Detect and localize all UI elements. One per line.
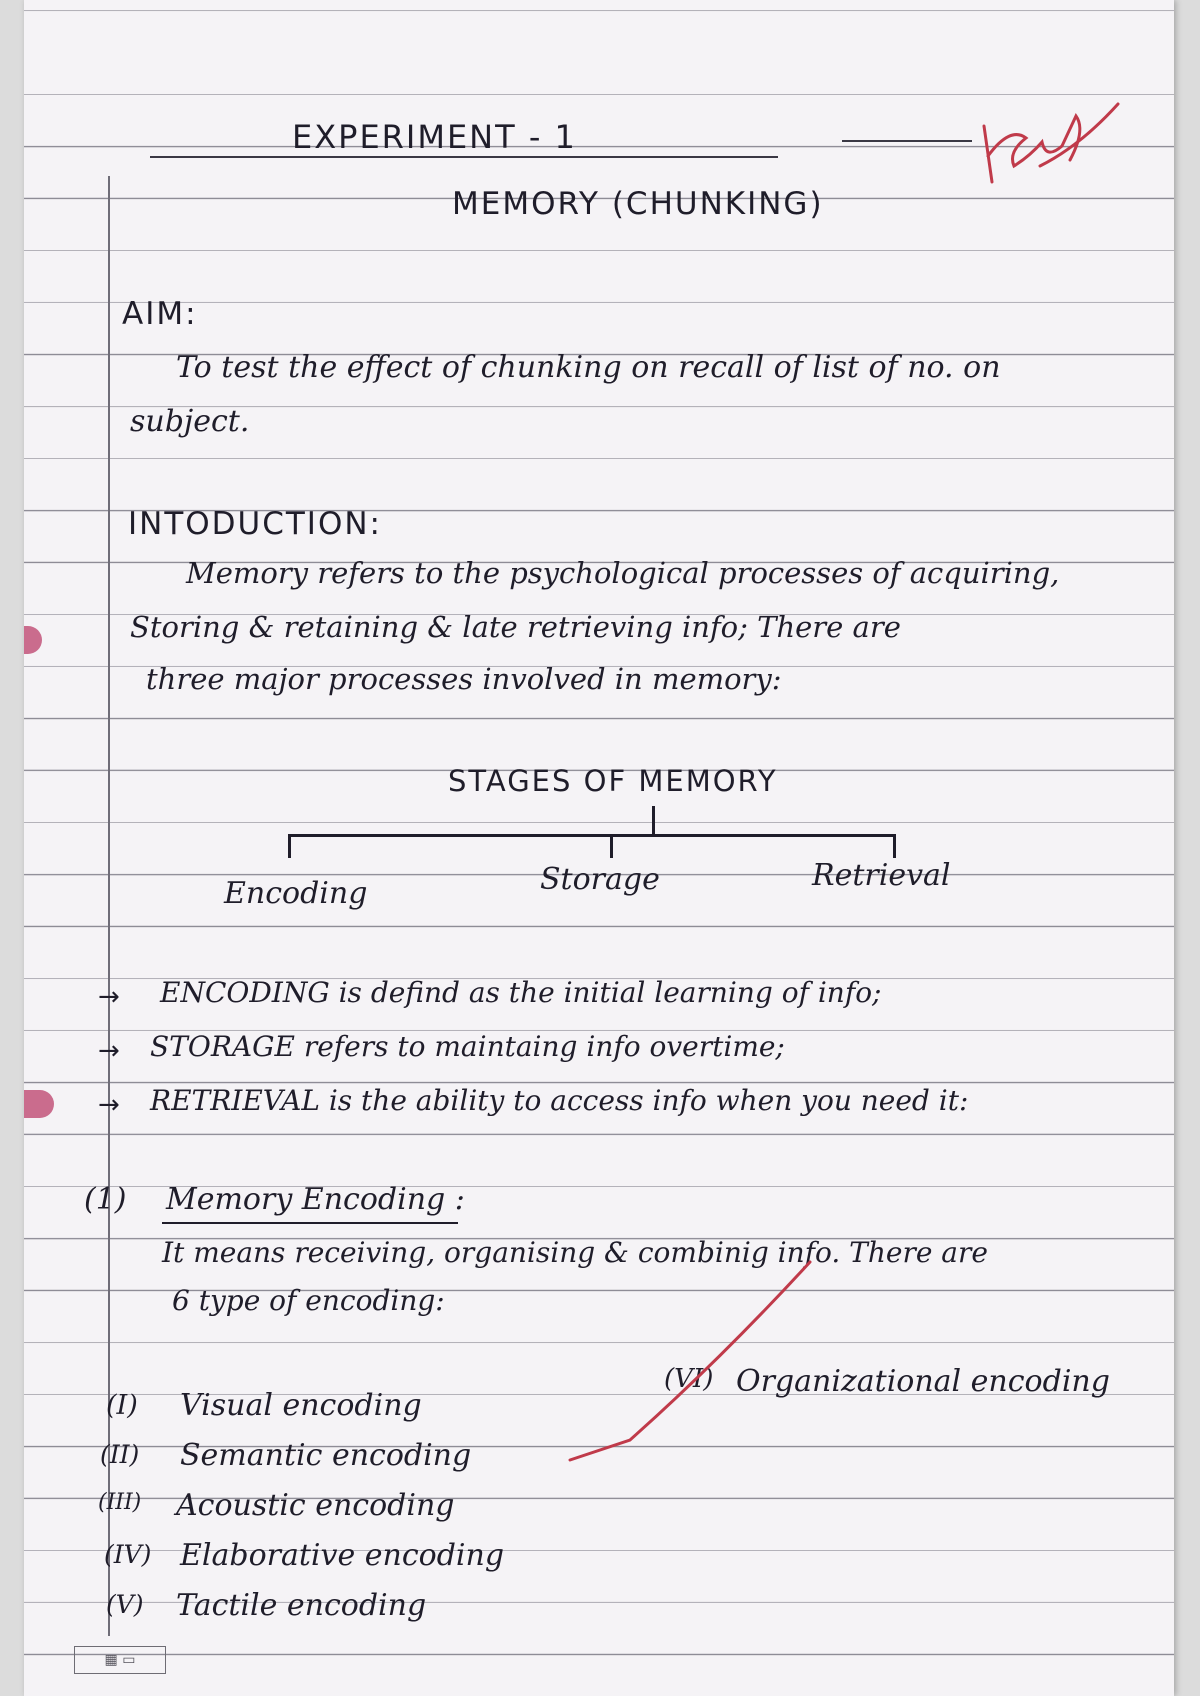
tree-leg-left [288, 834, 291, 858]
title-underline-short [842, 140, 972, 142]
stage-encoding: Encoding [224, 876, 368, 911]
stages-title: STAGES OF MEMORY [448, 764, 778, 798]
aim-text-line-1: To test the effect of chunking on recall of list of no. on [176, 350, 1001, 385]
introduction-heading: INTODUCTION: [128, 506, 382, 542]
stage-storage: Storage [540, 862, 660, 897]
list-number: (VI) [664, 1364, 714, 1394]
encoding-type-semantic: Semantic encoding [180, 1438, 472, 1473]
section-number: (1) [84, 1182, 127, 1217]
definition-encoding: ENCODING is defind as the initial learning of info; [160, 976, 882, 1009]
list-number: (I) [106, 1390, 138, 1421]
teacher-signature [970, 86, 1120, 196]
stage-retrieval: Retrieval [812, 858, 951, 893]
tree-leg-middle [610, 834, 613, 858]
introduction-line-2: Storing & retaining & late retrieving info; There are [130, 610, 901, 644]
introduction-line-3: three major processes involved in memory: [146, 662, 782, 696]
definition-retrieval: RETRIEVAL is the ability to access info when you need it: [150, 1084, 969, 1117]
aim-heading: AIM: [122, 296, 198, 332]
pink-mark [24, 1090, 54, 1118]
tree-leg-right [893, 834, 896, 858]
definition-storage: STORAGE refers to maintaing info overtime; [150, 1030, 785, 1063]
arrow-icon: → [98, 1090, 120, 1120]
red-check-mark [560, 1250, 820, 1470]
page-title: EXPERIMENT - 1 [292, 118, 577, 156]
encoding-text-line-2: 6 type of encoding: [172, 1284, 445, 1317]
encoding-type-organizational: Organizational encoding [736, 1364, 1110, 1399]
encoding-type-tactile: Tactile encoding [176, 1588, 427, 1623]
introduction-line-1: Memory refers to the psychological processes of acquiring, [186, 556, 1060, 590]
title-underline [150, 156, 778, 158]
list-number: (III) [98, 1490, 142, 1515]
list-number: (IV) [104, 1540, 152, 1569]
heading-underline [162, 1222, 458, 1224]
notebook-logo: ▦ ▭ [74, 1646, 166, 1674]
encoding-type-visual: Visual encoding [180, 1388, 422, 1423]
encoding-text-line-1: It means receiving, organising & combinig info. There are [162, 1236, 988, 1269]
encoding-type-acoustic: Acoustic encoding [176, 1488, 455, 1523]
list-number: (V) [106, 1590, 144, 1619]
tree-branch [288, 834, 896, 837]
aim-text-line-2: subject. [130, 404, 250, 439]
arrow-icon: → [98, 982, 120, 1012]
arrow-icon: → [98, 1036, 120, 1066]
tree-stem [652, 806, 655, 836]
page-subtitle: MEMORY (CHUNKING) [452, 186, 824, 222]
encoding-type-elaborative: Elaborative encoding [180, 1538, 505, 1573]
memory-encoding-heading: Memory Encoding : [166, 1182, 465, 1217]
list-number: (II) [100, 1440, 140, 1469]
